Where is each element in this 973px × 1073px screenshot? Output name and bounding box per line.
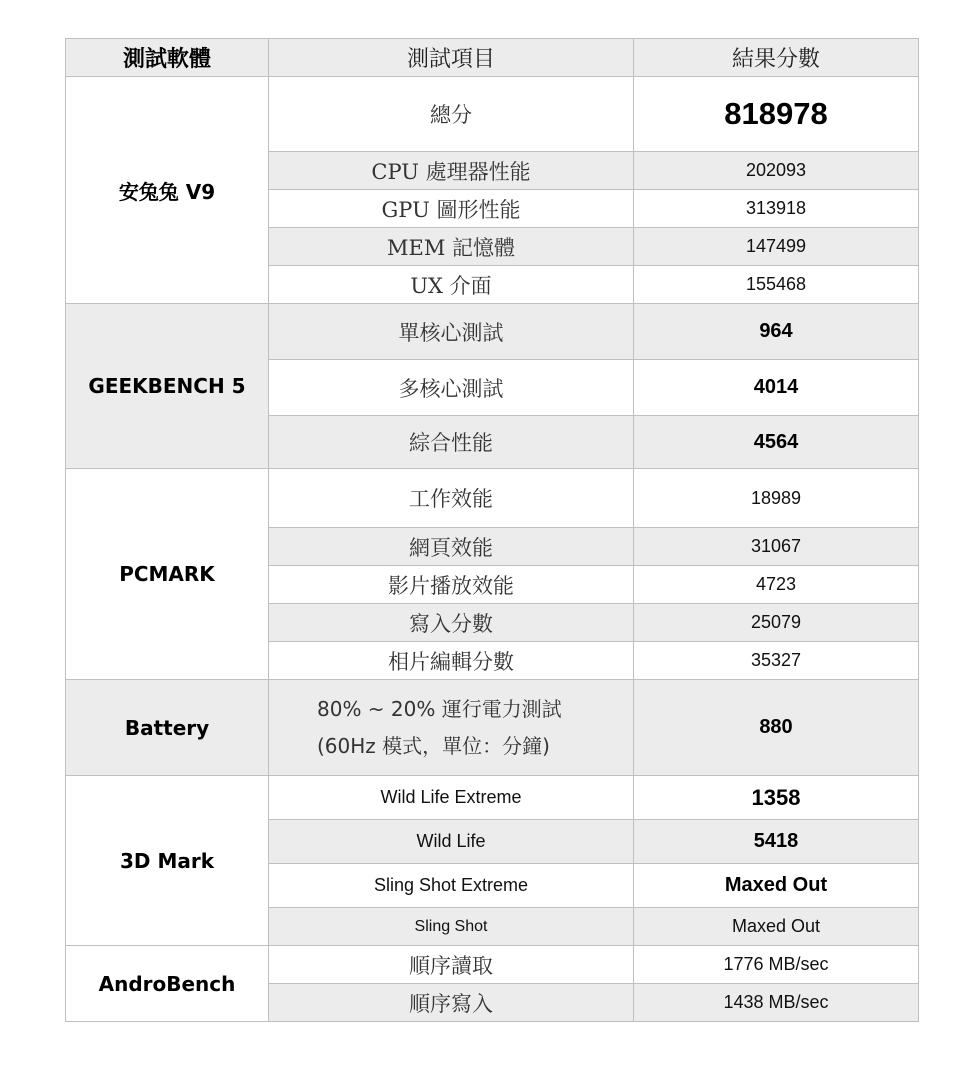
table-row <box>66 946 919 984</box>
value-androbench-read: 1776 MB/sec <box>634 946 919 984</box>
software-3dmark: 3D Mark <box>66 776 269 946</box>
value-geekbench-multi: 4014 <box>634 360 919 416</box>
item-antutu-ux: UX 介面 <box>269 266 634 304</box>
item-geekbench-overall: 綜合性能 <box>269 416 634 469</box>
value-pcmark-web: 31067 <box>634 528 919 566</box>
item-antutu-total: 總分 <box>269 77 634 152</box>
value-androbench-write: 1438 MB/sec <box>634 984 919 1022</box>
value-pcmark-writing: 25079 <box>634 604 919 642</box>
item-pcmark-video: 影片播放效能 <box>269 566 634 604</box>
value-antutu-ux: 155468 <box>634 266 919 304</box>
table-row <box>66 77 919 152</box>
item-3dmark-sse: Sling Shot Extreme <box>269 864 634 908</box>
item-3dmark-wl: Wild Life <box>269 820 634 864</box>
battery-line-2: (60Hz 模式，單位：分鐘) <box>317 733 550 758</box>
header-result: 結果分數 <box>634 39 919 77</box>
item-pcmark-photo: 相片編輯分數 <box>269 642 634 680</box>
value-geekbench-single: 964 <box>634 304 919 360</box>
item-geekbench-single: 單核心測試 <box>269 304 634 360</box>
value-3dmark-wl: 5418 <box>634 820 919 864</box>
battery-line-1: 80% ~ 20% 運行電力測試 <box>317 696 562 721</box>
value-antutu-total: 818978 <box>634 77 919 152</box>
value-battery: 880 <box>634 680 919 776</box>
value-pcmark-photo: 35327 <box>634 642 919 680</box>
item-pcmark-web: 網頁效能 <box>269 528 634 566</box>
value-antutu-cpu: 202093 <box>634 152 919 190</box>
value-3dmark-ss: Maxed Out <box>634 908 919 946</box>
item-antutu-cpu: CPU 處理器性能 <box>269 152 634 190</box>
item-androbench-write: 順序寫入 <box>269 984 634 1022</box>
software-geekbench: GEEKBENCH 5 <box>66 304 269 469</box>
item-battery <box>269 680 634 776</box>
item-geekbench-multi: 多核心測試 <box>269 360 634 416</box>
item-androbench-read: 順序讀取 <box>269 946 634 984</box>
table-row <box>66 680 919 776</box>
table-row <box>66 304 919 360</box>
value-antutu-gpu: 313918 <box>634 190 919 228</box>
item-antutu-mem: MEM 記憶體 <box>269 228 634 266</box>
software-antutu: 安兔兔 V9 <box>66 77 269 304</box>
item-pcmark-writing: 寫入分數 <box>269 604 634 642</box>
item-pcmark-work: 工作效能 <box>269 469 634 528</box>
benchmark-table <box>65 38 919 1022</box>
software-battery: Battery <box>66 680 269 776</box>
item-3dmark-wle: Wild Life Extreme <box>269 776 634 820</box>
header-software: 測試軟體 <box>66 39 269 77</box>
table-row <box>66 776 919 820</box>
software-androbench: AndroBench <box>66 946 269 1022</box>
item-antutu-gpu: GPU 圖形性能 <box>269 190 634 228</box>
item-3dmark-ss: Sling Shot <box>269 908 634 946</box>
software-pcmark: PCMARK <box>66 469 269 680</box>
header-item: 測試項目 <box>269 39 634 77</box>
value-pcmark-work: 18989 <box>634 469 919 528</box>
value-antutu-mem: 147499 <box>634 228 919 266</box>
table-row <box>66 469 919 528</box>
table-header-row <box>66 39 919 77</box>
value-geekbench-overall: 4564 <box>634 416 919 469</box>
value-pcmark-video: 4723 <box>634 566 919 604</box>
value-3dmark-wle: 1358 <box>634 776 919 820</box>
value-3dmark-sse: Maxed Out <box>634 864 919 908</box>
